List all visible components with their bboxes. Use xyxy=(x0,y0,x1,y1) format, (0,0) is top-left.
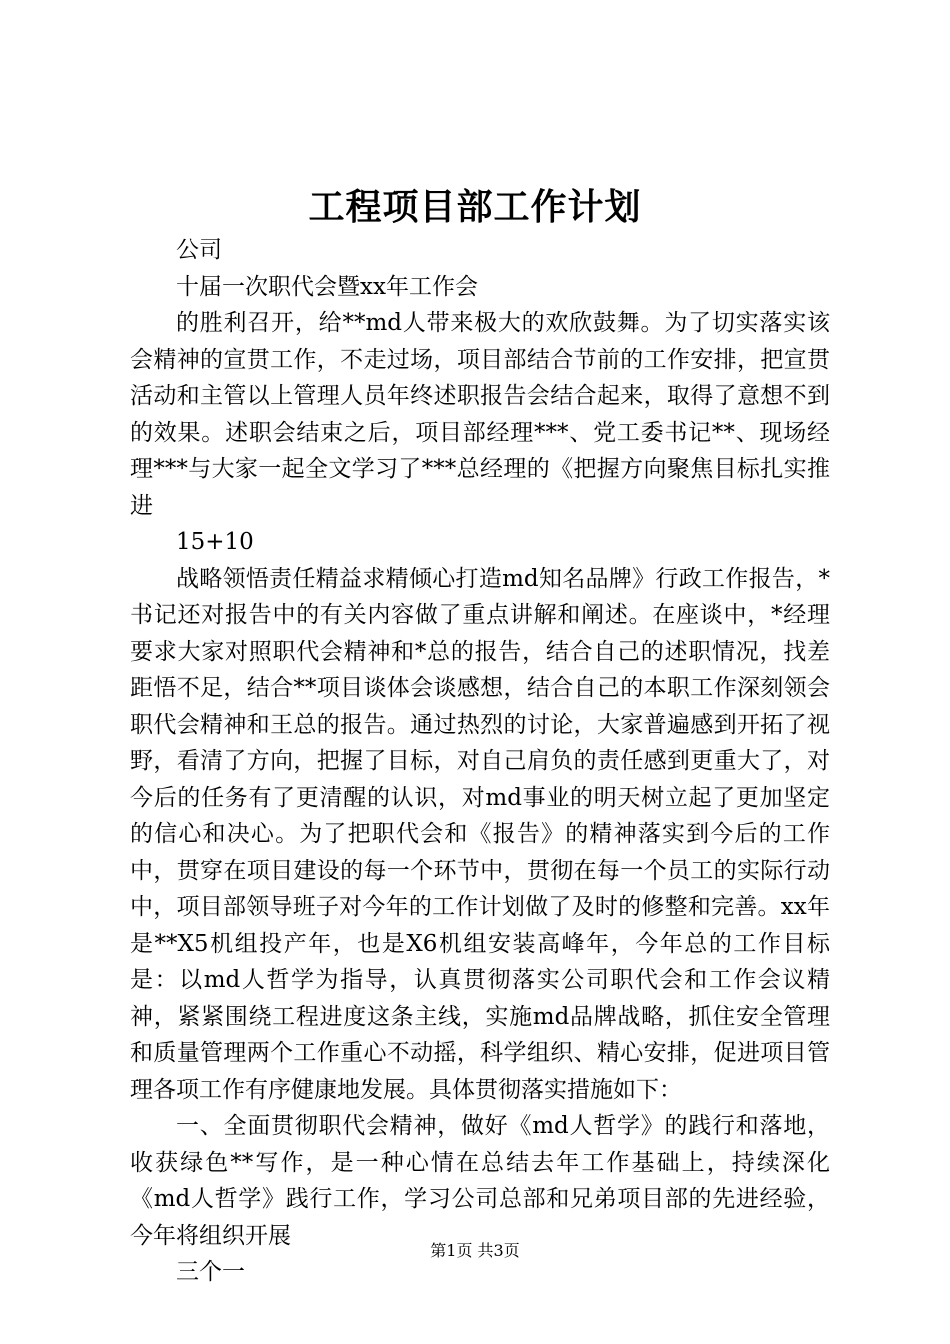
paragraph-opening: 的胜利召开，给**md人带来极大的欢欣鼓舞。为了切实落实该会精神的宣贯工作，不走过场，项目部结合节前的工作安排，把宣贯活动和主管以上管理人员年终述职报告会结合起来，取得了意想不到的效果。述职会结束之后，项目部经理***、党工委书记**、现场经理***与大家一起全文学习了***总经理的《把握方向聚焦目标扎实推进 xyxy=(130,310,830,519)
page-footer: 第1页 共3页 xyxy=(430,1241,520,1260)
paragraph-three-ones: 三个一 xyxy=(176,1259,245,1285)
document-title: 工程项目部工作计划 xyxy=(308,186,642,228)
paragraph-section-one: 一、全面贯彻职代会精神，做好《md人哲学》的践行和落地，收获绿色**写作，是一种心情在总结去年工作基础上，持续深化《md人哲学》践行工作，学习公司总部和兄弟项目部的先进经验，今年将组织开展 xyxy=(130,1113,830,1249)
paragraph-company: 公司 xyxy=(176,237,222,263)
paragraph-conference: 十届一次职代会暨xx年工作会 xyxy=(176,273,478,300)
paragraph-number: 15+10 xyxy=(176,529,254,555)
document-body xyxy=(130,232,830,1291)
paragraph-main: 战略领悟责任精益求精倾心打造md知名品牌》行政工作报告，*书记还对报告中的有关内容做了重点讲解和阐述。在座谈中，*经理要求大家对照职代会精神和*总的报告，结合自己的述职情况，找差距悟不足，结合**项目谈体会谈感想，结合自己的本职工作深刻领会职代会精神和王总的报告。通过热烈的讨论，大家普遍感到开拓了视野，看清了方向，把握了目标，对自己肩负的责任感到更重大了，对今后的任务有了更清醒的认识，对md事业的明天树立起了更加坚定的信心和决心。为了把职代会和《报告》的精神落实到今后的工作中，贯穿在项目建设的每一个环节中，贯彻在每一个员工的实际行动中，项目部领导班子对今年的工作计划做了及时的修整和完善。xx年是**X5机组投产年，也是X6机组安装高峰年，今年总的工作目标是：以md人哲学为指导，认真贯彻落实公司职代会和工作会议精神，紧紧围绕工程进度这条主线，实施md品牌战略，抓住安全管理和质量管理两个工作重心不动摇，科学组织、精心安排，促进项目管理各项工作有序健康地发展。具体贯彻落实措施如下： xyxy=(130,565,830,1103)
